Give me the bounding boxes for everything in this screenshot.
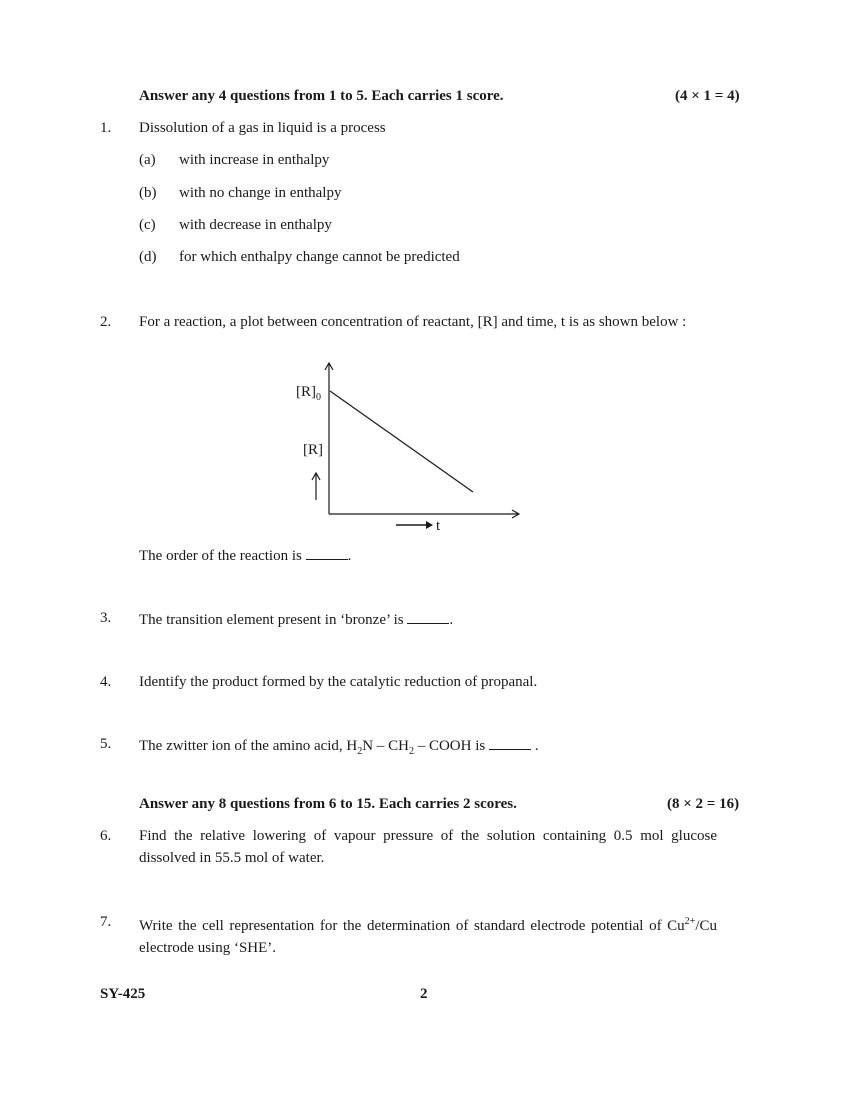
answer-blank <box>407 610 449 624</box>
question-2-text: For a reaction, a plot between concentration of reactant, [R] and time, t is as shown below : <box>139 314 687 330</box>
q5-part: The zwitter ion of the amino acid, H <box>139 738 358 754</box>
question-1-text: Dissolution of a gas in liquid is a process <box>139 120 386 136</box>
q7-part: Write the cell representation for the determination of standard electrode potential of Cu <box>139 918 685 934</box>
question-4-number: 4. <box>100 674 112 690</box>
option-d-label: (d) <box>139 249 157 265</box>
answer-blank <box>489 736 531 750</box>
q5-part: N – CH <box>362 738 409 754</box>
page-number: 2 <box>420 986 428 1002</box>
right-arrow-head <box>426 521 433 529</box>
y-label: [R] <box>303 442 323 458</box>
footer-code: SY-425 <box>100 986 146 1002</box>
followup-end: . <box>347 548 352 564</box>
option-d-text: for which enthalpy change cannot be predicted <box>179 249 460 265</box>
option-b-text: with no change in enthalpy <box>179 185 342 201</box>
question-3-body: The transition element present in ‘bronze’ is <box>139 612 404 628</box>
question-2-number: 2. <box>100 314 112 330</box>
question-3-number: 3. <box>100 610 112 626</box>
option-c-label: (c) <box>139 217 156 233</box>
option-b-label: (b) <box>139 185 157 201</box>
option-a-label: (a) <box>139 152 156 168</box>
question-3-end: . <box>449 612 454 628</box>
question-7-number: 7. <box>100 914 112 930</box>
q5-part: – COOH is <box>413 738 486 754</box>
question-5-text <box>139 736 538 757</box>
section-a-instruction: Answer any 4 questions from 1 to 5. Each carries 1 score. <box>139 88 504 104</box>
question-5-number: 5. <box>100 736 112 752</box>
section-b-instruction: Answer any 8 questions from 6 to 15. Each carries 2 scores. <box>139 796 517 812</box>
question-7-text <box>139 911 717 959</box>
y-label-initial: $[R]_0$ <box>296 384 321 403</box>
question-2-followup <box>139 546 351 565</box>
concentration-time-graph <box>290 358 530 538</box>
option-a-text: with increase in enthalpy <box>179 152 330 168</box>
answer-blank <box>306 546 348 560</box>
followup-text: The order of the reaction is <box>139 548 302 564</box>
q5-sub: 2 <box>408 746 414 757</box>
q5-end: . <box>534 738 539 754</box>
q5-sub: 2 <box>357 746 363 757</box>
x-label: t <box>436 518 441 534</box>
option-c-text: with decrease in enthalpy <box>179 217 332 233</box>
section-b-marks: (8 × 2 = 16) <box>667 796 740 812</box>
q7-part: /Cu electrode using ‘SHE’. <box>139 918 717 956</box>
concentration-line <box>330 391 473 492</box>
question-6-number: 6. <box>100 828 112 844</box>
question-6-text: Find the relative lowering of vapour pressure of the solution containing 0.5 mol glucose dissolved in 55.5 mol of water. <box>139 828 717 866</box>
question-1-number: 1. <box>100 120 112 136</box>
q7-sup: 2+ <box>684 916 696 927</box>
section-a-marks: (4 × 1 = 4) <box>675 88 740 104</box>
question-3-text <box>139 610 453 629</box>
question-4-text: Identify the product formed by the catalytic reduction of propanal. <box>139 674 538 690</box>
